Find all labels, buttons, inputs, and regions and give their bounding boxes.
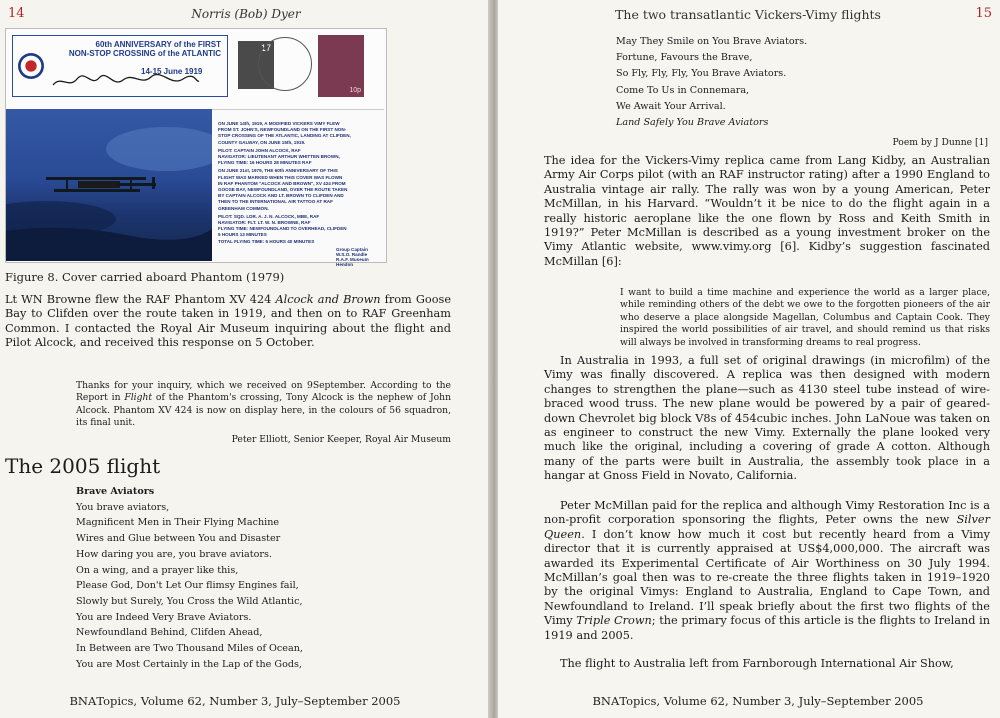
right-paragraph-3: Peter McMillan paid for the replica and although Vimy Restoration Inc is a non-profit corporation sponsoring the flights, Peter owns the new Silver Queen. I don’t know how much it cost but recently heard from a Vimy director that it is currently appraised at US$4,000,000. The aircraft was awarded its Experimental Certificate of Air Worthiness on 30 July 1994. McMillan’s goal then was to re-create the three flights taken in 1919–1920 by the original Vimys: England to Australia, England to Cape Town, and Newfoundland to Ireland. I’ll speak briefly about the first two flights of the Vimy Triple Crown; the primary focus of this article is the flights to Ireland in 1919 and 2005. bbox=[544, 499, 990, 642]
left-page bbox=[0, 0, 492, 718]
signature-icon bbox=[51, 73, 201, 91]
section-heading: The 2005 flight bbox=[5, 454, 161, 478]
left-footer: BNATopics, Volume 62, Number 3, July–September 2005 bbox=[69, 694, 401, 708]
right-paragraph-4: The flight to Australia left from Farnborough International Air Show, bbox=[560, 657, 954, 670]
poem-title: Brave Aviators bbox=[76, 486, 155, 497]
raf-roundel-icon bbox=[18, 53, 44, 79]
postmark-icon bbox=[258, 37, 312, 91]
right-paragraph-2: In Australia in 1993, a full set of original drawings (in microfilm) of the Vimy was finally discovered. A replica was then designed with modern changes to strengthen the plane—such as 4130 steel tube instead of wire-braced wood truss. The new plane would be powered by a pair of geared-down Chevrolet big block V8s of 454cubic inches. John LaNoue was taken on as engineer to construct the new Vimy. Externally the plane looked very much like the original, including a covering of grade A cotton. Although many of the parts were built in Australia, the assembly took place in a hangar at Gnoss Field in Novato, California. bbox=[544, 354, 990, 483]
cover-signatory: Group Captain W.S.O. Randle R.A.F. Museum Hendon bbox=[336, 246, 369, 268]
envelope-top bbox=[6, 29, 384, 110]
left-page-number: 14 bbox=[8, 6, 25, 21]
cachet-title: 60th ANNIVERSARY of the FIRST NON-STOP CROSSING of the ATLANTIC bbox=[68, 40, 221, 58]
mcmillan-quote: I want to build a time machine and experience the world as a larger place, while reminding others of the debt we owe to the forgotten pioneers of the air who deserve a place alongside Magellan, Columbus and Captain Cook. They inspired the world possibilities of air travel, and should remind us that risks will always be involved in transforming dreams to real progress. bbox=[620, 287, 990, 348]
right-page-number: 15 bbox=[975, 6, 992, 21]
vimy-painting bbox=[6, 109, 212, 261]
right-poem: May They Smile on You Brave Aviators. Fortune, Favours the Brave, So Fly, Fly, Fly, You Brave Aviators. Come To Us in Connemara, We Await Your Arrival. Land Safely You Brave Aviators bbox=[616, 36, 808, 129]
left-poem: Brave Aviators You brave aviators, Magnificent Men in Their Flying Machine Wires and Glue between You and Disaster How daring you are, you brave aviators. On a wing, and a prayer like this, Please God, Don't Let Our flimsy Engines fail, Slowly but Surely, You Cross the Wild Atlantic, You are Indeed Very Brave Aviators. Newfoundland Behind, Clifden Ahead, In Between are Two Thousand Miles of Ocean, You are Most Certainly in the Lap of the Gods, bbox=[76, 484, 436, 672]
cachet-date: 14-15 June 1919 bbox=[141, 67, 203, 76]
right-footer: BNATopics, Volume 62, Number 3, July–September 2005 bbox=[592, 694, 924, 708]
figure-caption: Figure 8. Cover carried aboard Phantom (1979) bbox=[5, 270, 285, 284]
poem-credit: Poem by J Dunne [1] bbox=[892, 137, 988, 148]
cover-illustration bbox=[5, 28, 387, 268]
museum-quote: Thanks for your inquiry, which we received on 9September. According to the Report in Flight of the Phantom's crossing, Tony Alcock is the nephew of John Alcock. Phantom XV 424 is now on display here, in the colours of 56 squadron, its final unit. bbox=[76, 380, 451, 429]
right-running-head: The two transatlantic Vickers-Vimy flights bbox=[615, 7, 881, 22]
stamp-queen: 10p bbox=[318, 35, 364, 97]
cover-info-text: ON JUNE 14th, 1919, A MODIFIED VICKERS VIMY FLEW FROM ST. JOHN'S, NEWFOUNDLAND ON THE FIRST NON- STOP CROSSING OF THE ATLANTIC, LANDING AT CLIFDEN, COUNTY GALWAY, ON JUNE 15th, 1919. PILOT: CAPTAIN JOHN ALCOCK, RAF NAVIGATOR: LIEUTENANT ARTHUR WHITTEN BROWN, FLYING TIME: 16 HOURS 28 MINUTES RAF ON JUNE 21st, 1979, THE 60th ANNIVERSARY OF THIS FLIGHT WAS MARKED WHEN THIS COVER WAS FLOWN IN RAF PHANTOM "ALCOCK AND BROWN", XV 424 FROM GOOSE BAY, NEWFOUNDLAND, OVER THE ROUTE TAKEN BY CAPTAIN ALCOCK AND LT. BROWN TO CLIFDEN AND THEN TO THE INTERNATIONAL AIR TATTOO AT RAF GREENHAM COMMON. PILOT: SQD. LDR. A. J. N. ALCOCK, MBE, RAF NAVIGATOR: FLT. LT. W. N. BROWNE, RAF FLYING TIME: NEWFOUNDLAND TO OVERHEAD, CLIFDEN 5 HOURS 13 MINUTES TOTAL FLYING TIME: 6 HOURS 40 MINUTES Group Captain W.S.O. Randle R.A.F. Museum Hendon bbox=[218, 121, 380, 268]
right-paragraph-1: The idea for the Vickers-Vimy replica came from Lang Kidby, an Australian Army Air Corps pilot (with an RAF instructor rating) after a 1990 England to Australia vintage air rally. The rally was won by a young American, Peter McMillan, in his Harvard. “Wouldn’t it be nice to do the flight again in a really historic aeroplane like the one flown by Ross and Keith Smith in 1919?” Peter McMillan is described as a young investment broker on the Vimy Atlantic website, www.vimy.org [6]. Kidby’s suggestion fascinated McMillan [6]: bbox=[544, 154, 990, 268]
left-paragraph-1: Lt WN Browne flew the RAF Phantom XV 424 Alcock and Brown from Goose Bay to Clifden over the route taken in 1919, and then on to RAF Greenham Common. I contacted the Royal Air Museum inquiring about the flight and Pilot Alcock, and received this response on 5 October. bbox=[5, 293, 452, 350]
stamp-grey: 17 bbox=[238, 41, 274, 89]
museum-quote-attribution: Peter Elliott, Senior Keeper, Royal Air Museum bbox=[231, 434, 451, 445]
biplane-icon bbox=[6, 109, 212, 261]
left-running-head: Norris (Bob) Dyer bbox=[191, 7, 301, 21]
right-page bbox=[498, 0, 1000, 718]
